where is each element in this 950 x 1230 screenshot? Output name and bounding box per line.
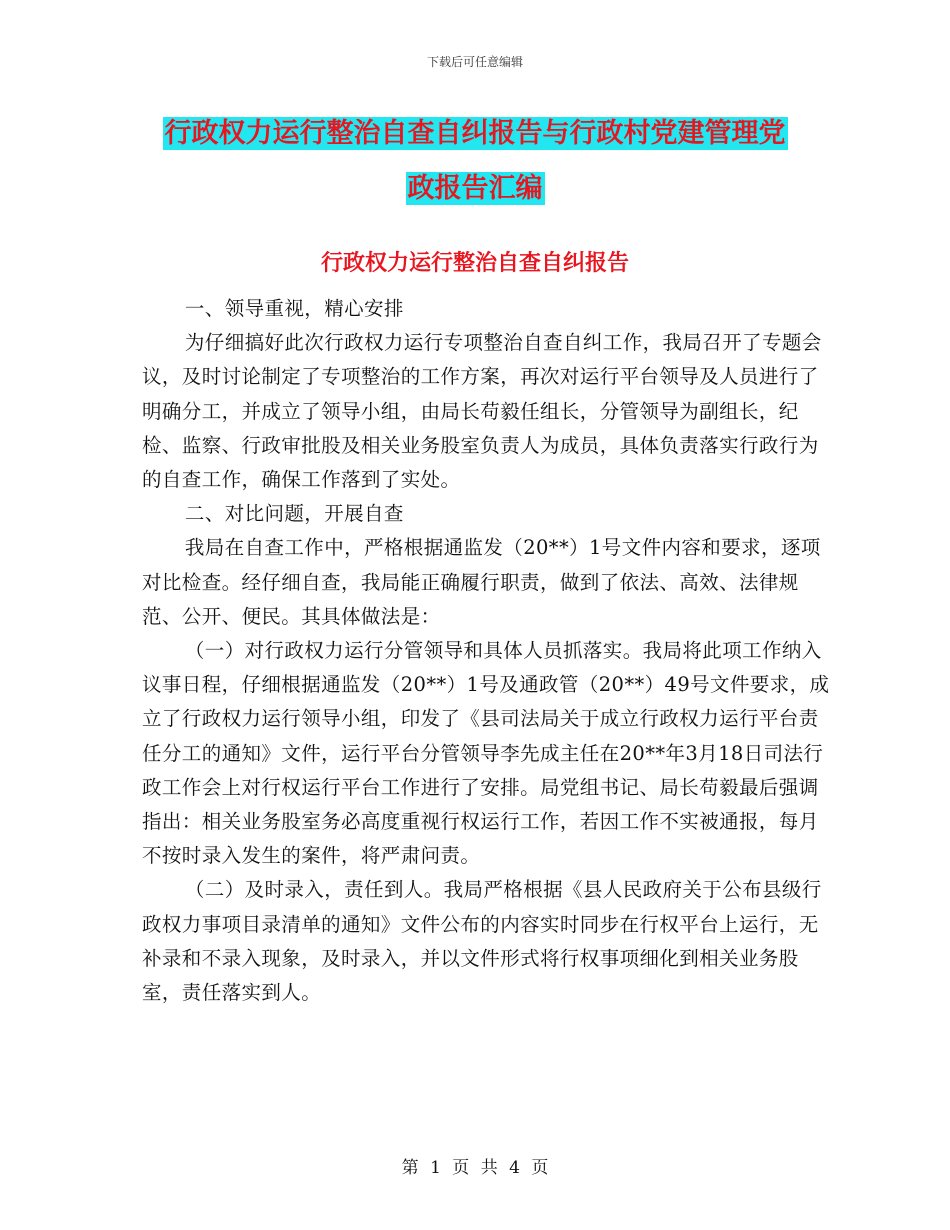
heading-1: 一、领导重视，精心安排 [184, 297, 404, 320]
heading-2: 二、对比问题，开展自查 [184, 502, 404, 526]
header-note: 下载后可任意编辑 [426, 55, 523, 69]
section-title: 行政权力运行整治自查自纠报告 [320, 250, 629, 276]
title-line-1: 行政权力运行整治自查自纠报告与行政村党建管理党 [164, 118, 786, 149]
paragraph-3: （一）对行政权力运行分管领导和具体人员抓落实。我局将此项工作纳入议事日程，仔细根据通监发（20**）1号及通政管（20**）49号文件要求，成立了行政权力运行领导小组，印发了《县司法局关于成立行政权力运行平台责任分工的通知》文件，运行平台分管领导李先成主任在20**年3月18日司法行政工作会上对行权运行平台工作进行了安排。局党组书记、局长苟毅最后强调指出：相关业务股室务必高度重视行权运行工作，若因工作不实被通报，每月不按时录入发生的案件，将严肃问责。 [142, 639, 830, 868]
paragraph-4: （二）及时录入，责任到人。我局严格根据《县人民政府关于公布县级行政权力事项目录清单的通知》文件公布的内容实时同步在行权平台上运行，无补录和不录入现象，及时录入，并以文件形式将行权事项细化到相关业务股室，责任落实到人。 [142, 878, 822, 1005]
document-body [142, 292, 832, 1010]
title-line-2: 政报告汇编 [407, 173, 543, 204]
paragraph-1: 为仔细搞好此次行政权力运行专项整治自查自纠工作，我局召开了专题会议，及时讨论制定了专项整治的工作方案，再次对运行平台领导及人员进行了明确分工，并成立了领导小组，由局长苟毅任组长，分管领导为副组长，纪检、监察、行政审批股及相关业务股室负责人为成员，具体负责落实行政行为的自查工作，确保工作落到了实处。 [142, 331, 822, 492]
document-title [145, 106, 805, 216]
page-footer: 第 1 页 共 4 页 [401, 1158, 549, 1178]
paragraph-2: 我局在自查工作中，严格根据通监发（20**）1号文件内容和要求，逐项对比检查。经仔细自查，我局能正确履行职责，做到了依法、高效、法律规范、公开、便民。其具体做法是： [142, 536, 821, 628]
